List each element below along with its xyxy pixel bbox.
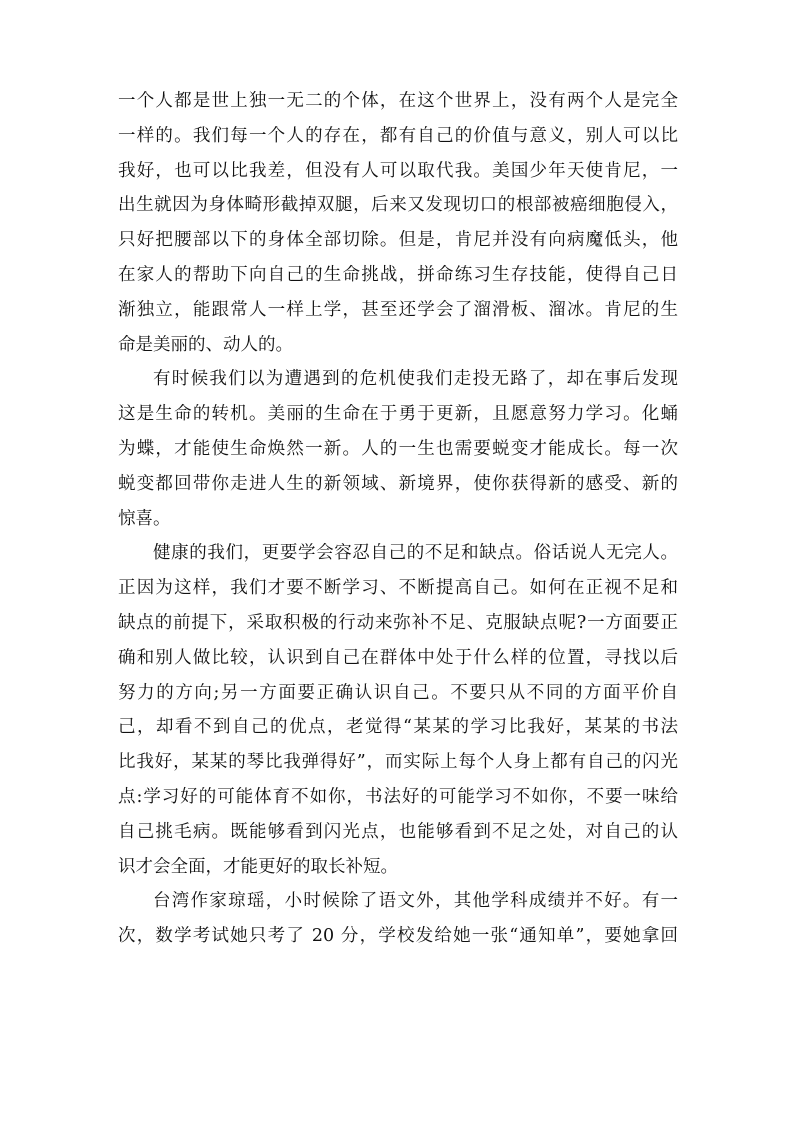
text-line: 比我好，某某的琴比我弹得好”，而实际上每个人身上都有自己的闪光 (118, 752, 678, 773)
text-line: 一样的。我们每一个人的存在，都有自己的价值与意义，别人可以比 (118, 125, 678, 146)
text-line: 自己挑毛病。既能够看到闪光点，也能够看到不足之处，对自己的认 (118, 821, 678, 842)
paragraph-1 (118, 84, 678, 362)
text-line: 命是美丽的、动人的。 (118, 334, 293, 355)
text-line: 我好，也可以比我差，但没有人可以取代我。美国少年天使肯尼，一 (118, 160, 678, 181)
text-line: 次，数学考试她只考了 20 分，学校发给她一张“通知单”，要她拿回 (118, 926, 678, 947)
document-body (118, 84, 678, 954)
text-line: 己，却看不到自己的优点，老觉得“某某的学习比我好，某某的书法 (118, 717, 678, 738)
paragraph-4 (118, 884, 678, 954)
text-line: 努力的方向;另一方面要正确认识自己。不要只从不同的方面平价自 (118, 682, 678, 703)
paragraph-2 (118, 362, 678, 536)
text-line: 出生就因为身体畸形截掉双腿，后来又发现切口的根部被癌细胞侵入， (118, 195, 678, 216)
text-line: 蜕变都回带你走进人生的新领域、新境界，使你获得新的感受、新的 (118, 473, 678, 494)
text-line: 点:学习好的可能体育不如你，书法好的可能学习不如你，不要一味给 (118, 786, 678, 807)
text-line: 为蝶，才能使生命焕然一新。人的一生也需要蜕变才能成长。每一次 (118, 438, 678, 459)
text-line: 正因为这样，我们才要不断学习、不断提高自己。如何在正视不足和 (118, 578, 678, 599)
text-line: 有时候我们以为遭遇到的危机使我们走投无路了，却在事后发现 (153, 369, 678, 390)
text-line: 健康的我们，更要学会容忍自己的不足和缺点。俗话说人无完人。 (153, 543, 678, 564)
paragraph-3 (118, 536, 678, 884)
text-line: 这是生命的转机。美丽的生命在于勇于更新，且愿意努力学习。化蛹 (118, 404, 678, 425)
text-line: 缺点的前提下，采取积极的行动来弥补不足、克服缺点呢?一方面要正 (118, 612, 678, 633)
text-line: 确和别人做比较，认识到自己在群体中处于什么样的位置，寻找以后 (118, 647, 678, 668)
text-line: 渐独立，能跟常人一样上学，甚至还学会了溜滑板、溜冰。肯尼的生 (118, 299, 678, 320)
text-line: 惊喜。 (118, 508, 171, 529)
text-line: 台湾作家琼瑶，小时候除了语文外，其他学科成绩并不好。有一 (153, 891, 678, 912)
text-line: 一个人都是世上独一无二的个体，在这个世界上，没有两个人是完全 (118, 91, 678, 111)
text-line: 在家人的帮助下向自己的生命挑战，拼命练习生存技能，使得自己日 (118, 264, 678, 285)
text-line: 只好把腰部以下的身体全部切除。但是，肯尼并没有向病魔低头，他 (118, 230, 678, 251)
text-line: 识才会全面，才能更好的取长补短。 (118, 856, 398, 877)
